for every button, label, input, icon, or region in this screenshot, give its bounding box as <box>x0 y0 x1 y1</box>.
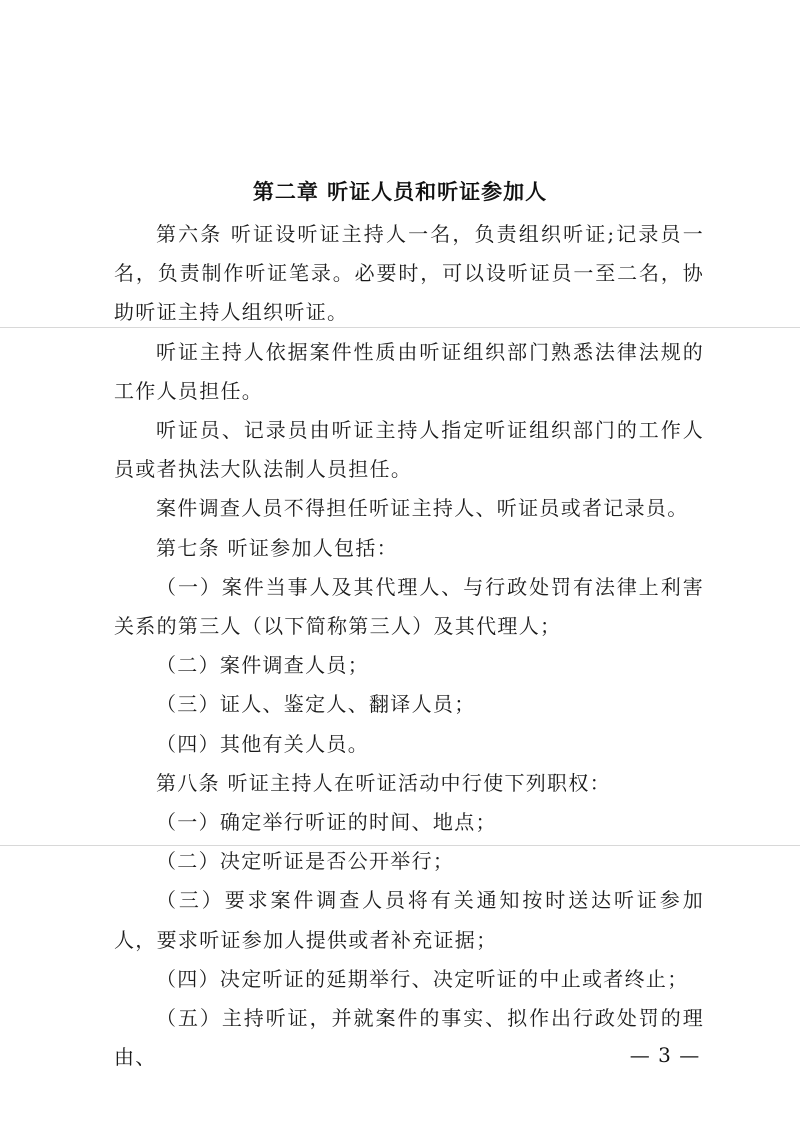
list-item: （二）决定听证是否公开举行； <box>156 849 455 874</box>
list-item: （三）要求案件调查人员将有关通知按时送达听证参加人，要求听证参加人提供或者补充证据； <box>114 888 704 952</box>
list-item: （一）案件当事人及其代理人、与行政处罚有法律上利害关系的第三人（以下简称第三人）及其代理人； <box>114 574 704 639</box>
page-number: — 3 — <box>629 1043 701 1067</box>
article-7-paragraph: 第七条 听证参加人包括： <box>156 535 398 560</box>
article-6-paragraph: 第六条 听证设听证主持人一名，负责组织听证;记录员一名，负责制作听证笔录。必要时，可以设听证员一至二名，协助听证主持人组织听证。 <box>114 222 704 325</box>
paragraph: 听证员、记录员由听证主持人指定听证组织部门的工作人员或者执法大队法制人员担任。 <box>114 418 704 482</box>
list-item: （二）案件调查人员； <box>156 653 369 678</box>
paragraph: 听证主持人依据案件性质由听证组织部门熟悉法律法规的工作人员担任。 <box>114 339 704 403</box>
document-body <box>114 215 704 1077</box>
list-item: （三）证人、鉴定人、翻译人员； <box>156 692 476 717</box>
article-8-paragraph: 第八条 听证主持人在听证活动中行使下列职权： <box>156 770 611 795</box>
paragraph: 案件调查人员不得担任听证主持人、听证员或者记录员。 <box>156 496 689 521</box>
list-item: （五）主持听证，并就案件的事实、拟作出行政处罚的理由、 <box>114 1006 704 1070</box>
list-item: （四）其他有关人员。 <box>156 731 369 756</box>
list-item: （四）决定听证的延期举行、决定听证的中止或者终止； <box>156 966 689 991</box>
chapter-title: 第二章 听证人员和听证参加人 <box>252 180 548 204</box>
list-item: （一）确定举行听证的时间、地点； <box>156 810 497 835</box>
